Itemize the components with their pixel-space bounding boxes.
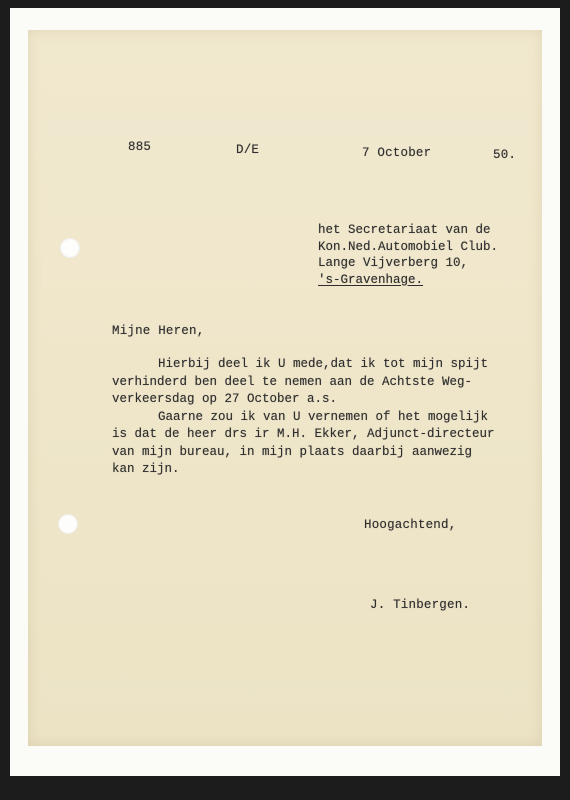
closing: Hoogachtend, [364, 518, 457, 532]
reference-initials: D/E [236, 143, 260, 157]
body-line: kan zijn. [112, 462, 180, 476]
reference-number: 885 [128, 140, 152, 154]
punch-hole-bottom [58, 514, 78, 534]
body-line: is dat de heer drs ir M.H. Ekker, Adjunct-directeur [112, 427, 495, 441]
letter-body [112, 356, 495, 479]
letter-year: 50. [493, 148, 517, 162]
address-line: het Secretariaat van de [318, 223, 491, 237]
body-line: Gaarne zou ik van U vernemen of het mogelijk [158, 409, 489, 424]
salutation: Mijne Heren, [112, 324, 205, 338]
body-line: Hierbij deel ik U mede,dat ik tot mijn spijt [158, 357, 489, 371]
address-line: Lange Vijverberg 10, [318, 256, 469, 270]
signature: J. Tinbergen. [370, 598, 471, 612]
body-line: verhinderd ben deel te nemen aan de Achtste Weg- [112, 374, 473, 389]
punch-hole-top [60, 238, 80, 258]
body-line: van mijn bureau, in mijn plaats daarbij aanwezig [112, 444, 473, 459]
letter-date: 7 October [362, 146, 432, 160]
address-line: Kon.Ned.Automobiel Club. [318, 239, 499, 254]
address-city: 's-Gravenhage. [318, 272, 424, 287]
body-line: verkeersdag op 27 October a.s. [112, 392, 338, 406]
recipient-address [318, 222, 498, 288]
